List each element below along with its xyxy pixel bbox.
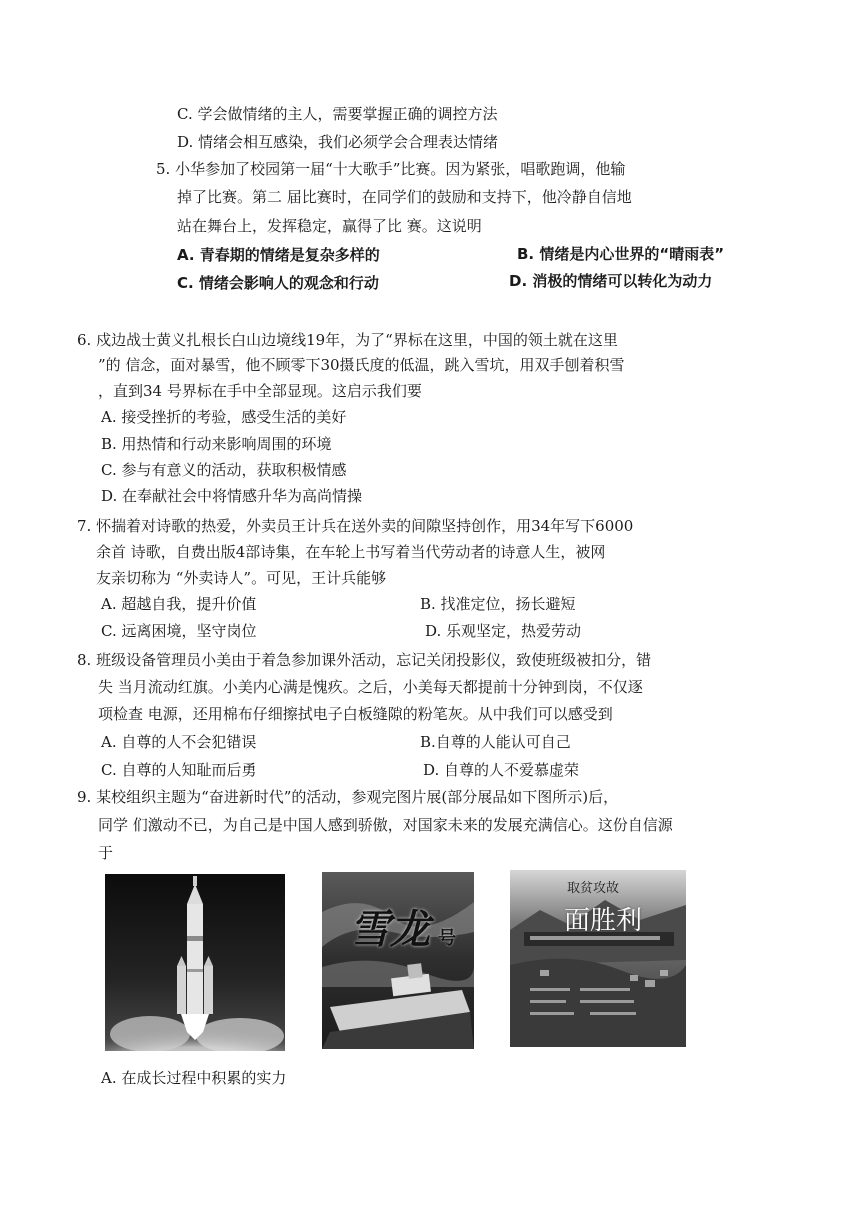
q6-option-a: A. 接受挫折的考验，感受生活的美好	[101, 408, 347, 426]
q6-stem-line-3: ，直到34 号界标在手中全部显现。这启示我们要	[98, 382, 422, 400]
q8-stem-line-1: 8. 班级设备管理员小美由于着急参加课外活动，忘记关闭投影仪，致使班级被扣分，错	[77, 651, 652, 669]
q8-option-b: B.自尊的人能认可自己	[420, 733, 571, 751]
q8-stem-line-2: 失 当月流动红旗。小美内心满是愧疚。之后，小美每天都提前十分钟到岗，不仅逐	[98, 678, 643, 696]
q7-stem-line-1: 7. 怀揣着对诗歌的热爱，外卖员王计兵在送外卖的间隙坚持创作，用34年写下6000	[77, 517, 634, 535]
q5-stem-line-2: 掉了比赛。第二 届比赛时，在同学们的鼓励和支持下，他冷静自信地	[177, 188, 632, 206]
rocket-launch-photo	[105, 874, 285, 1051]
q5-option-c: C. 情绪会影响人的观念和行动	[177, 274, 379, 292]
q7-stem-line-3: 友亲切称为 “外卖诗人”。可见，王计兵能够	[96, 569, 387, 587]
q9-stem-line-1: 9. 某校组织主题为“奋进新时代”的活动，参观完图片展(部分展品如下图所示)后，	[77, 788, 619, 806]
q4-option-c: C. 学会做情绪的主人，需要掌握正确的调控方法	[177, 105, 498, 123]
xuelong-poster-suffix: 号	[438, 928, 456, 949]
q6-option-b: B. 用热情和行动来影响周围的环境	[101, 435, 332, 453]
q5-stem-line-1: 5. 小华参加了校园第一届“十大歌手”比赛。因为紧张，唱歌跑调，他输	[156, 160, 626, 178]
q7-option-d: D. 乐观坚定，热爱劳动	[425, 622, 582, 640]
q7-option-c: C. 远离困境，坚守岗位	[101, 622, 257, 640]
q9-option-a: A. 在成长过程中积累的实力	[101, 1069, 287, 1087]
q5-option-a: A. 青春期的情绪是复杂多样的	[177, 246, 380, 264]
q8-stem-line-3: 项检查 电源，还用棉布仔细擦拭电子白板缝隙的粉笔灰。从中我们可以感受到	[98, 705, 613, 723]
q8-option-a: A. 自尊的人不会犯错误	[101, 733, 257, 751]
poverty-poster-title: 面胜利	[564, 906, 643, 936]
xuelong-poster-title: 雪龙	[350, 907, 430, 953]
q9-stem-line-3: 于	[98, 844, 114, 862]
q5-option-b: B. 情绪是内心世界的“晴雨表”	[517, 245, 725, 263]
xuelong-icebreaker-photo	[322, 872, 474, 1049]
q5-option-d: D. 消极的情绪可以转化为动力	[509, 272, 713, 290]
q7-stem-line-2: 余首 诗歌，自费出版4部诗集，在车轮上书写着当代劳动者的诗意人生，被网	[96, 543, 606, 561]
q6-option-c: C. 参与有意义的活动，获取积极情感	[101, 461, 347, 479]
q5-stem-line-3: 站在舞台上，发挥稳定，赢得了比 赛。这说明	[177, 217, 482, 235]
q9-stem-line-2: 同学 们激动不已，为自己是中国人感到骄傲，对国家未来的发展充满信心。这份自信源	[98, 816, 673, 834]
poverty-poster-heading: 取贫攻故	[567, 881, 620, 896]
q8-option-c: C. 自尊的人知耻而后勇	[101, 761, 257, 779]
q6-stem-line-1: 6. 戍边战士黄义扎根长白山边境线19年，为了“界标在这里，中国的领土就在这里	[77, 331, 618, 349]
poverty-alleviation-photo	[510, 870, 686, 1047]
q6-stem-line-2: ”的 信念，面对暴雪，他不顾零下30摄氏度的低温，跳入雪坑，用双手刨着积雪	[98, 356, 625, 374]
q6-option-d: D. 在奉献社会中将情感升华为高尚情操	[101, 487, 363, 505]
q4-option-d: D. 情绪会相互感染，我们必须学会合理表达情绪	[177, 133, 499, 151]
q7-option-b: B. 找准定位，扬长避短	[420, 595, 576, 613]
q7-option-a: A. 超越自我，提升价值	[101, 595, 257, 613]
q8-option-d: D. 自尊的人不爱慕虚荣	[423, 761, 580, 779]
